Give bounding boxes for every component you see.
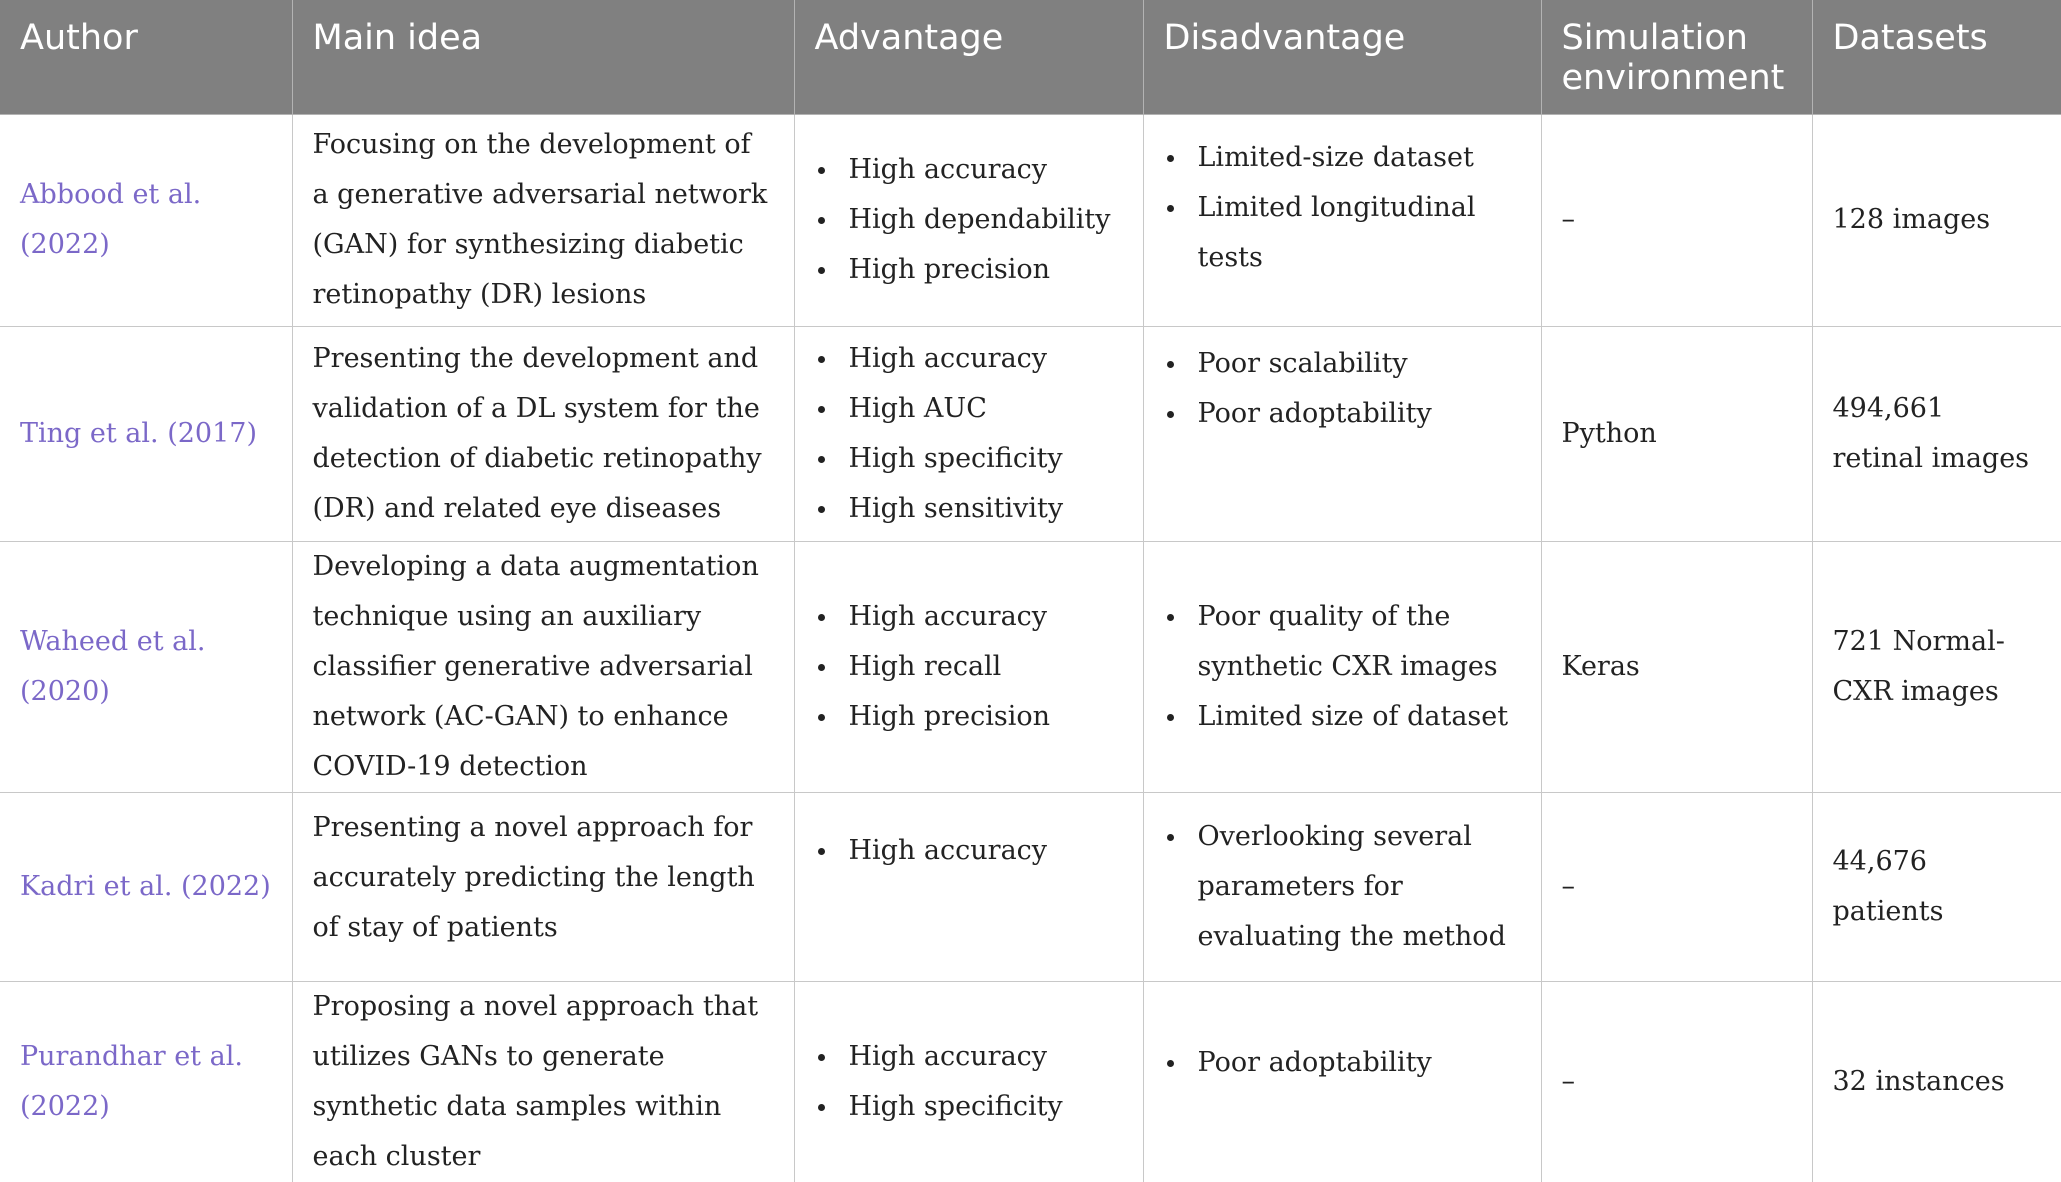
disadvantage-cell [1143, 792, 1541, 981]
list-item: High accuracy [815, 334, 1123, 384]
simulation-cell: Python [1541, 326, 1812, 541]
table-row [0, 792, 2061, 981]
author-link[interactable]: Waheed et al. (2020) [0, 541, 292, 792]
simulation-cell: Keras [1541, 541, 1812, 792]
list-item: High accuracy [815, 145, 1123, 195]
author-link[interactable]: Purandhar et al. (2022) [20, 1040, 243, 1122]
list-item: High accuracy [815, 1032, 1123, 1082]
disadvantage-cell [1143, 981, 1541, 1182]
main-idea-cell: Proposing a novel approach that utilizes GANs to generate synthetic data samples within each cluster [292, 981, 794, 1182]
list-item: Limited longitudinal tests [1164, 183, 1521, 283]
list-item: High accuracy [815, 826, 1123, 876]
datasets-cell: 32 instances [1812, 981, 2061, 1182]
advantage-cell [794, 981, 1143, 1182]
list-item: Limited-size dataset [1164, 133, 1521, 183]
main-idea-cell: Presenting the development and validation of a DL system for the detection of diabetic retinopathy (DR) and related eye diseases [292, 326, 794, 541]
list-item: High sensitivity [815, 484, 1123, 534]
table-row [0, 981, 2061, 1182]
header-advantage: Advantage [794, 0, 1143, 114]
list-item: High precision [815, 692, 1123, 742]
datasets-cell: 494,661 retinal images [1812, 326, 2061, 541]
datasets-cell: 44,676 patients [1812, 792, 2061, 981]
author-link[interactable]: Abbood et al. (2022) [0, 114, 292, 326]
simulation-cell: – [1541, 792, 1812, 981]
list-item: Overlooking several parameters for evaluating the method [1164, 812, 1521, 962]
header-main-idea: Main idea [292, 0, 794, 114]
main-idea-cell: Developing a data augmentation technique using an auxiliary classifier generative adversarial network (AC-GAN) to enhance COVID-19 detection [292, 541, 794, 792]
list-item: Poor adoptability [1164, 1038, 1521, 1088]
list-item: High precision [815, 245, 1123, 295]
list-item: Poor scalability [1164, 339, 1521, 389]
advantage-cell [794, 541, 1143, 792]
list-item: Poor adoptability [1164, 389, 1521, 439]
author-link[interactable]: Ting et al. (2017) [0, 326, 292, 541]
table-row [0, 114, 2061, 326]
list-item: High specificity [815, 1082, 1123, 1132]
list-item: High specificity [815, 434, 1123, 484]
list-item: Limited size of dataset [1164, 692, 1521, 742]
table-row [0, 326, 2061, 541]
simulation-cell: – [1541, 114, 1812, 326]
table-row [0, 541, 2061, 792]
header-author: Author [0, 0, 292, 114]
advantage-cell [794, 114, 1143, 326]
author-link[interactable]: Kadri et al. (2022) [0, 792, 292, 981]
header-disadvantage: Disadvantage [1143, 0, 1541, 114]
list-item: High recall [815, 642, 1123, 692]
list-item: Poor quality of the synthetic CXR images [1164, 592, 1521, 692]
main-idea-cell: Presenting a novel approach for accurately predicting the length of stay of patients [292, 792, 794, 981]
advantage-cell [794, 792, 1143, 981]
disadvantage-cell [1143, 541, 1541, 792]
datasets-cell: 721 Normal-CXR images [1812, 541, 2061, 792]
header-row [0, 0, 2061, 114]
disadvantage-cell [1143, 326, 1541, 541]
main-idea-cell: Focusing on the development of a generative adversarial network (GAN) for synthesizing diabetic retinopathy (DR) lesions [292, 114, 794, 326]
header-simulation-environment: Simulation environment [1541, 0, 1812, 114]
header-datasets: Datasets [1812, 0, 2061, 114]
list-item: High dependability [815, 195, 1123, 245]
advantage-cell [794, 326, 1143, 541]
disadvantage-cell [1143, 114, 1541, 326]
list-item: High AUC [815, 384, 1123, 434]
simulation-cell: – [1541, 981, 1812, 1182]
list-item: High accuracy [815, 592, 1123, 642]
datasets-cell: 128 images [1812, 114, 2061, 326]
